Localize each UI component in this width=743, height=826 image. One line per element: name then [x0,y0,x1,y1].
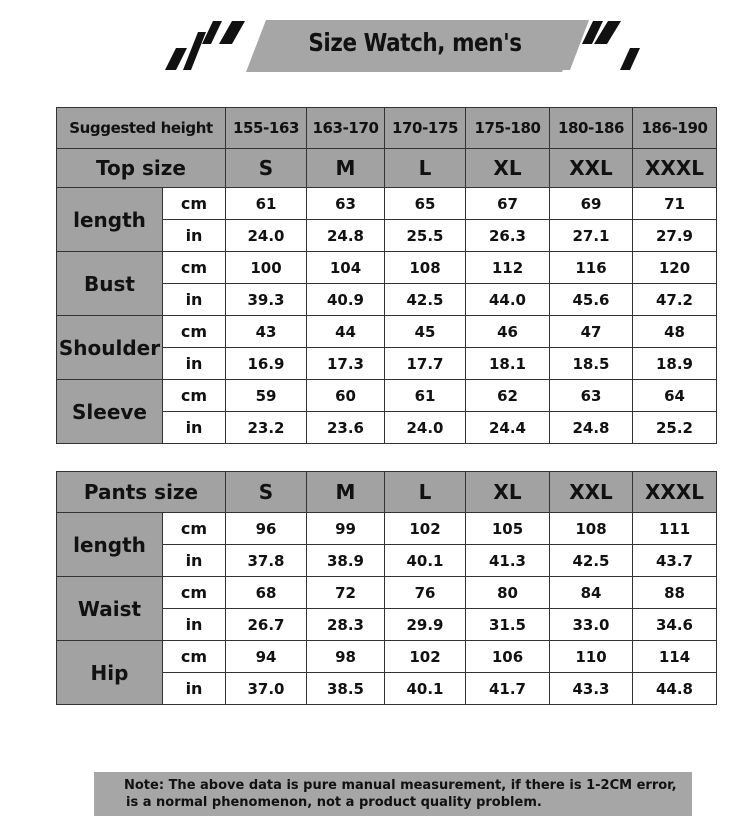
table-cell: 24.8 [307,220,385,252]
table-cell: 24.4 [466,412,550,444]
table-cell: 60 [307,380,385,412]
table-cell: 26.3 [466,220,550,252]
table-cell: 44.0 [466,284,550,316]
table-cell: 38.5 [307,673,385,705]
height-range: 180-186 [550,108,633,149]
table-cell: 98 [307,641,385,673]
pants-size-row [57,472,717,513]
measure-label: Hip [57,641,163,705]
table-cell: 120 [633,252,717,284]
unit-label: in [163,412,226,444]
unit-label: in [163,673,226,705]
table-cell: 104 [307,252,385,284]
note-line-1: Note: The above data is pure manual measurement, if there is 1-2CM error, [124,778,677,793]
table-cell: 102 [385,641,466,673]
table-cell: 46 [466,316,550,348]
table-cell: 34.6 [633,609,717,641]
stripe-left-4 [219,21,245,44]
size-header: M [307,149,385,188]
table-cell: 68 [226,577,307,609]
size-header: L [385,472,466,513]
size-header: S [226,472,307,513]
table-cell: 39.3 [226,284,307,316]
table-cell: 18.9 [633,348,717,380]
top-size-label: Top size [57,149,226,188]
table-cell: 40.1 [385,673,466,705]
table-cell: 116 [550,252,633,284]
table-cell: 47 [550,316,633,348]
unit-label: in [163,348,226,380]
size-header: XL [466,149,550,188]
measurement-note [94,772,692,816]
stripe-left-2 [183,32,206,70]
table-cell: 16.9 [226,348,307,380]
table-cell: 65 [385,188,466,220]
size-header: L [385,149,466,188]
measure-label: Bust [57,252,163,316]
table-cell: 63 [307,188,385,220]
unit-label: cm [163,641,226,673]
unit-label: cm [163,513,226,545]
size-header: S [226,149,307,188]
table-cell: 108 [385,252,466,284]
table-cell: 40.1 [385,545,466,577]
table-row [57,641,717,673]
table-cell: 43 [226,316,307,348]
size-header: XXL [550,149,633,188]
table-row [57,188,717,220]
height-range: 186-190 [633,108,717,149]
unit-label: in [163,284,226,316]
size-header: XXL [550,472,633,513]
table-cell: 27.1 [550,220,633,252]
table-cell: 64 [633,380,717,412]
unit-label: cm [163,380,226,412]
table-cell: 18.5 [550,348,633,380]
size-header: XL [466,472,550,513]
table-cell: 71 [633,188,717,220]
top-size-row [57,149,717,188]
table-cell: 61 [385,380,466,412]
table-row [57,316,717,348]
note-line-2: is a normal phenomenon, not a product quality problem. [126,795,542,810]
table-cell: 96 [226,513,307,545]
table-cell: 23.6 [307,412,385,444]
pants-size-table [56,471,717,705]
table-cell: 31.5 [466,609,550,641]
table-cell: 108 [550,513,633,545]
table-cell: 41.7 [466,673,550,705]
height-row [57,108,717,149]
table-row [57,380,717,412]
page-title: Size Watch, men's [308,28,522,57]
unit-label: in [163,609,226,641]
table-cell: 105 [466,513,550,545]
table-cell: 94 [226,641,307,673]
measure-label: length [57,188,163,252]
height-range: 170-175 [385,108,466,149]
pants-size-label: Pants size [57,472,226,513]
table-cell: 26.7 [226,609,307,641]
title-banner [0,0,743,90]
measure-label: Sleeve [57,380,163,444]
table-cell: 25.2 [633,412,717,444]
stripe-right-4 [620,48,640,70]
table-cell: 42.5 [550,545,633,577]
stripe-left-1 [165,48,187,70]
table-cell: 40.9 [307,284,385,316]
table-cell: 28.3 [307,609,385,641]
table-cell: 24.0 [385,412,466,444]
table-cell: 63 [550,380,633,412]
table-cell: 69 [550,188,633,220]
table-cell: 42.5 [385,284,466,316]
table-cell: 33.0 [550,609,633,641]
table-cell: 114 [633,641,717,673]
table-cell: 27.9 [633,220,717,252]
table-cell: 37.0 [226,673,307,705]
table-cell: 84 [550,577,633,609]
unit-label: cm [163,577,226,609]
table-cell: 45 [385,316,466,348]
table-cell: 44 [307,316,385,348]
table-cell: 45.6 [550,284,633,316]
table-cell: 48 [633,316,717,348]
table-cell: 100 [226,252,307,284]
table-cell: 43.3 [550,673,633,705]
table-cell: 29.9 [385,609,466,641]
table-cell: 76 [385,577,466,609]
height-range: 155-163 [226,108,307,149]
table-cell: 47.2 [633,284,717,316]
table-cell: 44.8 [633,673,717,705]
unit-label: in [163,545,226,577]
table-row [57,577,717,609]
table-cell: 67 [466,188,550,220]
table-cell: 24.0 [226,220,307,252]
table-cell: 102 [385,513,466,545]
table-cell: 112 [466,252,550,284]
table-cell: 110 [550,641,633,673]
measure-label: Waist [57,577,163,641]
suggested-height-label: Suggested height [57,108,226,149]
table-cell: 61 [226,188,307,220]
table-cell: 59 [226,380,307,412]
table-row [57,252,717,284]
table-cell: 25.5 [385,220,466,252]
table-cell: 88 [633,577,717,609]
table-cell: 72 [307,577,385,609]
unit-label: cm [163,252,226,284]
table-cell: 24.8 [550,412,633,444]
table-row [57,513,717,545]
height-range: 175-180 [466,108,550,149]
size-header: XXXL [633,472,717,513]
size-header: XXXL [633,149,717,188]
measure-label: Shoulder [57,316,163,380]
table-cell: 99 [307,513,385,545]
table-cell: 37.8 [226,545,307,577]
table-cell: 23.2 [226,412,307,444]
table-cell: 18.1 [466,348,550,380]
measure-label: length [57,513,163,577]
height-range: 163-170 [307,108,385,149]
size-header: M [307,472,385,513]
unit-label: cm [163,188,226,220]
table-cell: 17.3 [307,348,385,380]
top-size-table [56,107,717,444]
table-cell: 17.7 [385,348,466,380]
unit-label: cm [163,316,226,348]
table-cell: 62 [466,380,550,412]
table-cell: 111 [633,513,717,545]
table-cell: 80 [466,577,550,609]
table-cell: 41.3 [466,545,550,577]
unit-label: in [163,220,226,252]
table-cell: 43.7 [633,545,717,577]
table-cell: 38.9 [307,545,385,577]
table-cell: 106 [466,641,550,673]
